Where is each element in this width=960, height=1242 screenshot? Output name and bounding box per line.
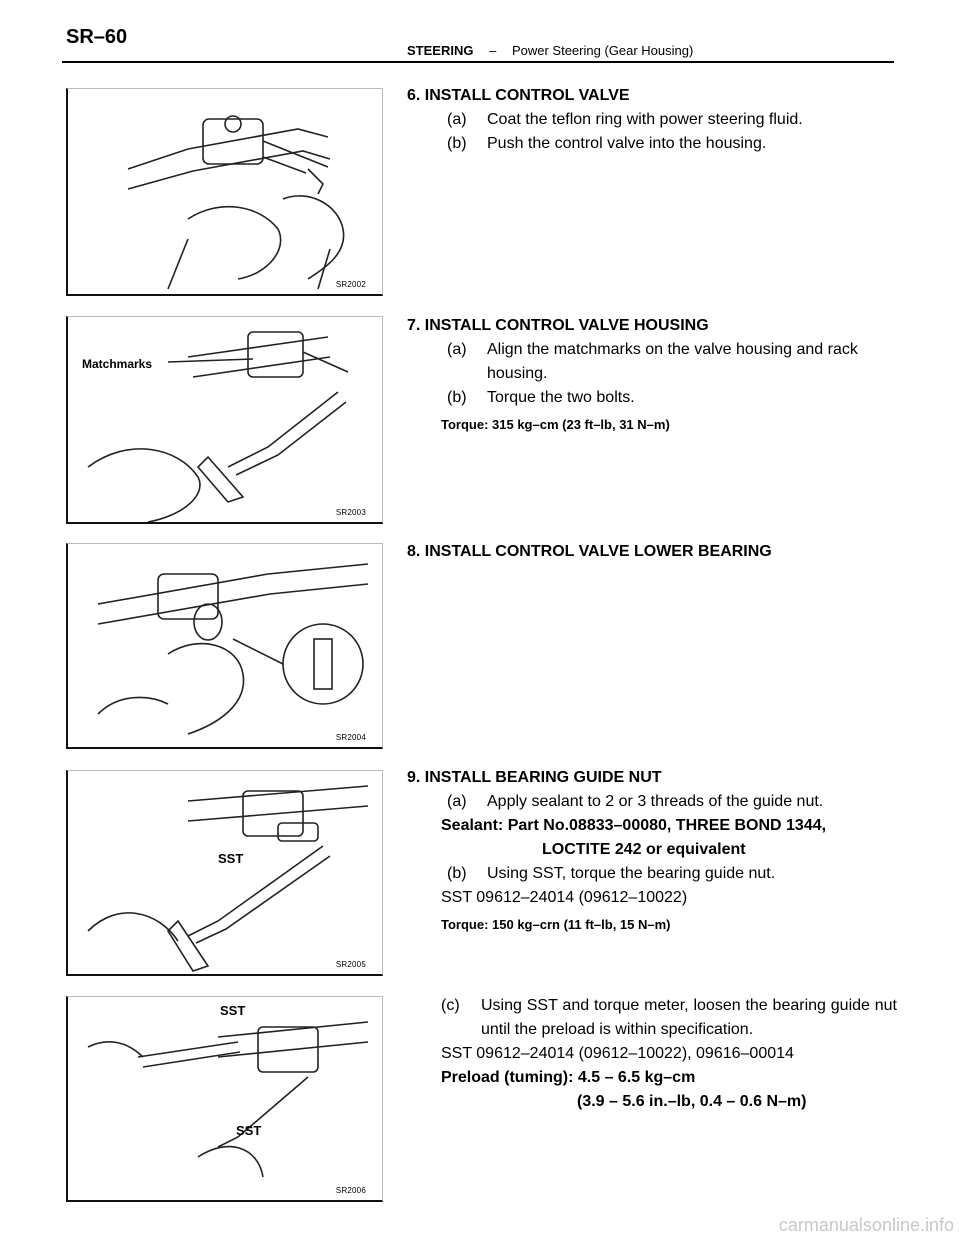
step-9c: [407, 994, 897, 1114]
figure-code: SR2003: [335, 508, 366, 517]
figure-install-control-valve-housing: [66, 316, 383, 524]
sst-label-top: SST: [220, 1003, 246, 1018]
watermark: carmanualsonline.info: [778, 1215, 954, 1235]
step-substep: (c) Using SST and torque meter, loosen the bearing guide nut until the preload is within specification.: [441, 997, 897, 1038]
figure-code: SR2005: [335, 960, 366, 969]
section-name: STEERING: [407, 43, 474, 58]
sealant-spec: Sealant: Part No.08833–00080, THREE BOND 1344,: [441, 817, 827, 834]
step-6: [407, 84, 897, 156]
figure-install-bearing-guide-nut: [66, 770, 383, 976]
figure-code: SR2004: [335, 733, 366, 742]
sst-label: SST: [218, 851, 244, 866]
step-7: [407, 314, 897, 436]
matchmarks-label: Matchmarks: [82, 357, 153, 371]
preload-spec-cont: (3.9 – 5.6 in.–lb, 0.4 – 0.6 N–m): [577, 1093, 807, 1110]
page-number: SR–60: [66, 26, 128, 48]
step-substep: (a) Align the matchmarks on the valve housing and rack housing.: [447, 341, 858, 382]
figure-loosen-bearing-guide-nut: [66, 996, 383, 1202]
step-title: 8. INSTALL CONTROL VALVE LOWER BEARING: [407, 543, 772, 560]
control-valve-illustration: [68, 89, 382, 294]
sst-number: SST 09612–24014 (09612–10022): [441, 889, 688, 906]
header-rule: [62, 61, 894, 63]
preload-measurement-illustration: [68, 997, 382, 1200]
step-8: [407, 540, 897, 564]
lower-bearing-illustration: [68, 544, 382, 747]
step-substep: (b) Torque the two bolts.: [447, 389, 635, 406]
step-substep: (b) Push the control valve into the housing.: [447, 135, 767, 152]
step-substep: (a) Coat the teflon ring with power steering fluid.: [447, 111, 803, 128]
sst-label-bottom: SST: [236, 1123, 262, 1138]
section-separator: –: [489, 43, 497, 58]
preload-spec: Preload (tuming): 4.5 – 6.5 kg–cm: [441, 1069, 696, 1086]
step-title: 9. INSTALL BEARING GUIDE NUT: [407, 769, 662, 786]
torque-spec: Torque: 150 kg–crn (11 ft–lb, 15 N–m): [441, 917, 671, 932]
step-substep: (a) Apply sealant to 2 or 3 threads of the guide nut.: [447, 793, 824, 810]
bearing-guide-nut-illustration: [68, 771, 382, 974]
figure-code: SR2006: [335, 1186, 366, 1195]
step-substep: (b) Using SST, torque the bearing guide nut.: [447, 865, 776, 882]
step-9: [407, 766, 897, 936]
step-title: 7. INSTALL CONTROL VALVE HOUSING: [407, 317, 709, 334]
valve-housing-illustration: [68, 317, 382, 522]
section-header: [407, 43, 693, 58]
figure-install-lower-bearing: [66, 543, 383, 749]
step-title: 6. INSTALL CONTROL VALVE: [407, 87, 630, 104]
figure-install-control-valve: [66, 88, 383, 296]
section-subtitle: Power Steering (Gear Housing): [511, 43, 694, 58]
sealant-spec-cont: LOCTITE 242 or equivalent: [542, 841, 746, 858]
torque-spec: Torque: 315 kg–cm (23 ft–lb, 31 N–m): [441, 417, 670, 432]
figure-code: SR2002: [335, 280, 366, 289]
sst-number: SST 09612–24014 (09612–10022), 09616–00014: [441, 1045, 794, 1062]
